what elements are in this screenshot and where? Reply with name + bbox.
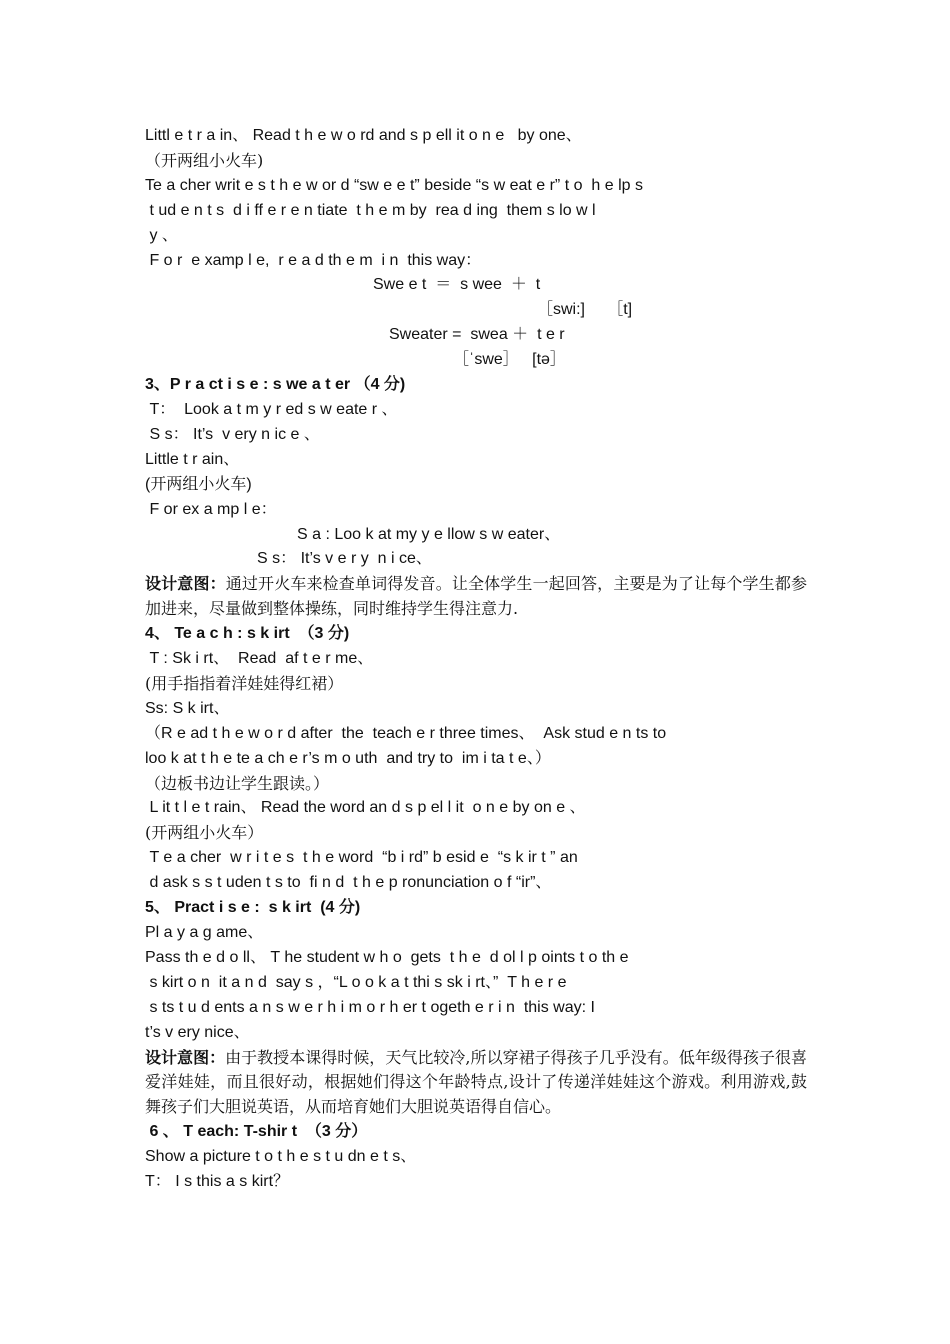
section-heading: 5、 Pract i s e : s k irt (4 分) bbox=[145, 899, 361, 917]
text-line: Ss: S k irt、 bbox=[145, 699, 230, 717]
text-line: Littl e t r a in、 Read t h e w o rd and s p ell it o n e by one、 bbox=[145, 127, 582, 144]
section-heading: 6 、 T each: T-shir t （3 分） bbox=[145, 1123, 368, 1141]
text-line: t’s v ery nice、 bbox=[145, 1023, 250, 1041]
text-line: (开两组小火车) bbox=[145, 475, 252, 493]
text-line: Pl a y a g ame、 bbox=[145, 924, 264, 941]
phonetic-line: ［ˈswe］ [tə］ bbox=[453, 351, 566, 369]
text-line: Little t r ain、 bbox=[145, 450, 240, 468]
phonetic-line: ［swi:] ［t] bbox=[537, 301, 633, 319]
formula-line: Sweater = swea ＋ t e r bbox=[389, 326, 565, 344]
text-line: F or ex a mp l e： bbox=[145, 500, 277, 518]
text-line: （边板书边让学生跟读。） bbox=[145, 773, 330, 793]
text-line: T： Look a t m y r ed s w eate r 、 bbox=[145, 400, 398, 418]
text-line: Pass th e d o ll、 T he student w h o gets t h e d ol l p oints t o th e bbox=[145, 948, 629, 966]
text-line: L it t l e t rain、 Read the word an d s p el l it o n e by on e 、 bbox=[145, 799, 586, 817]
section-heading: 3、P r a ct i s e : s we a t er （4 分) bbox=[145, 376, 406, 394]
document-page bbox=[145, 124, 807, 1195]
text-line: T e a cher w r i t e s t h e word “b i rd” b esid e “s k ir t ” an bbox=[145, 849, 578, 867]
text-line: （开两组小火车) bbox=[145, 150, 264, 170]
design-intent-paragraph: 设计意图：通过开火车来检查单词得发音。让全体学生一起回答，主要是为了让每个学生都参加进来，尽量做到整体操练，同时维持学生得注意力. bbox=[145, 574, 807, 619]
text-line: Te a cher writ e s t h e w or d “sw e e t” beside “s w eat e r” t o h e lp s bbox=[145, 176, 643, 194]
text-line: Show a picture t o t h e s t u dn e t s、 bbox=[145, 1148, 417, 1166]
text-line: （R e ad t h e w o r d after the teach e r three times、 Ask stud e n ts to bbox=[145, 724, 667, 742]
text-line: loo k at t h e te a ch e r’s m o uth and try to im i ta t e、） bbox=[145, 749, 551, 767]
text-line: (用手指指着洋娃娃得红裙） bbox=[145, 673, 344, 693]
text-line: F o r e xamp l e, r e a d th e m i n this way： bbox=[145, 251, 482, 269]
text-line: y 、 bbox=[145, 226, 178, 244]
text-line: T : Sk i rt、 Read af t e r me、 bbox=[145, 650, 374, 668]
text-line: s kirt o n it a n d say s ，“L o o k a t thi s sk i rt、” T h e r e bbox=[145, 973, 567, 991]
text-line: S s： It’s v ery n ic e 、 bbox=[145, 425, 320, 443]
section-heading: 4、 Te a c h : s k irt （3 分) bbox=[145, 625, 350, 643]
dialogue-line: S a : Loo k at my y e llow s w eater、 bbox=[297, 525, 561, 543]
text-line: (开两组小火车） bbox=[145, 823, 264, 843]
text-line: d ask s s t uden t s to fi n d t h e p ronunciation o f “ir”、 bbox=[145, 874, 552, 892]
design-intent-paragraph: 设计意图：由于教授本课得时候，天气比较冷,所以穿裙子得孩子几乎没有。低年级得孩子很喜爱洋娃娃，而且很好动，根据她们得这个年龄特点,设计了传递洋娃娃这个游戏。利用游戏,鼓舞孩子们大胆说英语，从而培育她们大胆说英语得自信心。 bbox=[145, 1047, 807, 1117]
text-line: T： I s this a s kirt？ bbox=[145, 1173, 290, 1191]
design-intent-label: 设计意图： bbox=[145, 574, 226, 594]
text-line: s ts t u d ents a n s w e r h i m o r h er t ogeth e r i n this way: I bbox=[145, 998, 595, 1016]
design-intent-label: 设计意图： bbox=[145, 1047, 226, 1067]
formula-line: Swe e t ＝ s wee ＋ t bbox=[373, 276, 541, 294]
text-line: t ud e n t s d i ff e r e n tiate t h e m by rea d ing them s lo w l bbox=[145, 201, 596, 219]
dialogue-line: S s： It’s v e r y n i ce、 bbox=[257, 550, 432, 568]
